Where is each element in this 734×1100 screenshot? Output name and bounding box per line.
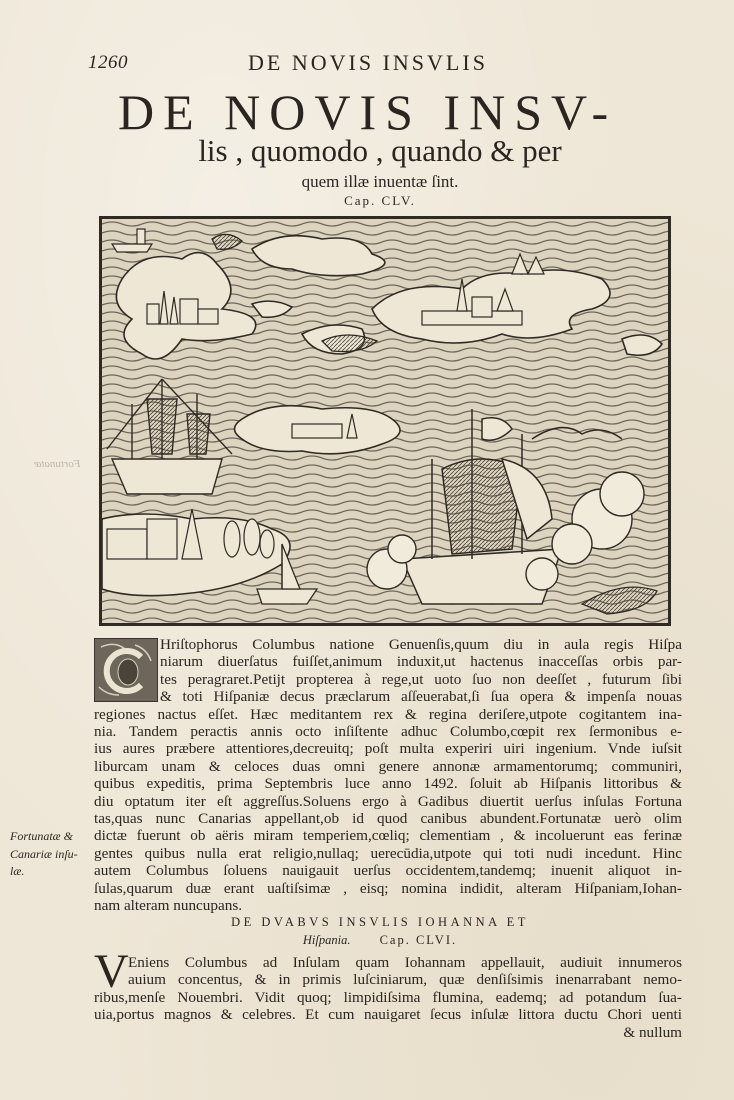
text-line: gentes quibus nulla erat religio,nullaq; uerecūdia,utpote qui toti nudi incedunt. Hinc [94,844,682,862]
text-line: Eniens Columbus ad Inſulam quam Iohannam appellauit, audiuit innumeros [128,954,682,971]
text-line: dictæ fuerunt ob aëris miram temperiem,cœliq; clementiam , & incoluerunt eas ferinæ [94,827,682,845]
chapter-title-line1: DE NOVIS INSV- [118,84,618,140]
text-line: regiones nactus eſſet. Hæc meditantem rex & regina deriſere,utpote cogitantem ina- [94,705,682,723]
text-line: ribus,menſe Nouembri. Vidit quoq; limpidiſsima flumina, eademq; ad potandum ſua- [94,988,682,1006]
woodcut-scene-icon [102,219,668,623]
text-line: nam alteram nuncupans. [94,897,243,915]
chapter-number: Cap. CLV. [344,193,416,208]
text-line: diu optatum iter eſt aggreſſus.Soluens ergo à Gadibus diuertit uerſus inſulas Fortuna [94,792,682,810]
paragraph-chapter-155 [94,636,682,915]
text-line: & toti Hiſpaniæ decus præclarum aſſeuerabat,ſi ſua opera & impenſa nouas [160,688,682,706]
chapter-156-subheading [100,933,660,948]
margin-note-line: læ. [10,864,25,878]
text-line: nia. Tandem peractis annis octo inſiſtente adhuc Columbo,cœpit rex ſermonibus e- [94,723,682,741]
running-head [88,50,648,78]
page-number: 1260 [88,52,128,73]
margin-note-line: Canariæ inſu- [10,846,78,861]
text-line: Hriſtophorus Columbus natione Genuenſis,quum diu in aula regis Hiſpa [160,636,682,653]
text-line: tes peragraret.Petijt propterea à rege,ut uoto ſuo non deeſſet , futurum ſibi [160,670,682,688]
text-line: auium concentus, & in primis luſciniarum, quæ denſiſsimis inenarrabant nemo- [128,971,682,989]
chapter-title-line3: quem illæ inuentæ ſint. [301,172,459,191]
running-title: DE NOVIS INSVLIS [248,50,488,75]
chapter-156-number: Cap. CLVI. [379,933,458,947]
text-line: liburcam unam & celoces duas omni genere annonæ armamentorumq; communiri, [94,757,682,775]
text-line: ſulas,quarum duæ erant uaſtiſsimæ , eisq; nomina indidit, alteram Hiſpaniam,Iohan- [94,879,682,897]
show-through-text: Fortunatæ [34,458,81,470]
margin-note [10,828,90,881]
chapter-156-heading-cont: Hiſpania. [302,933,351,947]
text-line: autem Columbus ſoluens nauigauit uerſus occidentem,tandemq; inuenit aliquot in- [94,862,682,880]
catchword: & nullum [623,1023,682,1041]
chapter-title-line2: lis , quomodo , quando & per [198,133,562,168]
woodcut-illustration [99,216,671,626]
text-line: niarum diuerſatus fuiſſet,animum induxit,ut hactenus inacceſſas orbis par- [160,653,682,671]
text-line: uia,portus magnos & celebres. Et cum nauigaret ſecus inſulæ littora ductu Chori uenti [94,1006,682,1024]
paragraph-chapter-156 [94,954,682,1041]
text-line: quibus expeditis, prima Septembris luce anno 1492. ſoluit ab Hiſpanis littoribus & [94,775,682,793]
text-line: tas,quas nunc Canarias appellant,ob id quod canibus abundent.Fortunatæ uerò olim [94,810,682,828]
chapter-156-heading: DE DVABVS INSVLIS IOHANNA ET [231,915,529,929]
text-line: ius aures præbere attentiores,decreuitq; poſt multa experiri uiri ingenium. Vnde iuſsit [94,740,682,758]
drop-cap-v: V [94,945,129,998]
margin-note-line: Fortunatæ & [10,829,74,843]
